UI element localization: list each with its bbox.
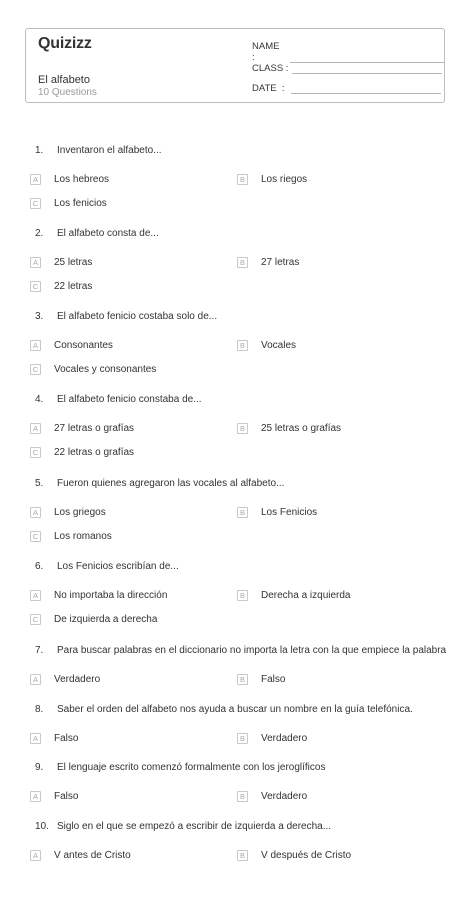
- answer-option-a[interactable]: [30, 674, 100, 685]
- date-label: DATE :: [252, 83, 285, 94]
- option-letter-badge: B: [237, 340, 248, 351]
- option-letter-badge: B: [237, 257, 248, 268]
- option-letter-badge: B: [237, 423, 248, 434]
- option-letter-badge: C: [30, 614, 41, 625]
- option-text: V antes de Cristo: [54, 850, 131, 861]
- answer-option-c[interactable]: [30, 447, 134, 458]
- question-text: Fueron quienes agregaron las vocales al alfabeto...: [57, 478, 285, 489]
- name-label: NAME :: [252, 41, 280, 63]
- option-text: Falso: [54, 791, 79, 802]
- answer-option-b[interactable]: [237, 674, 285, 685]
- answer-option-a[interactable]: [30, 507, 106, 518]
- answer-option-a[interactable]: [30, 257, 92, 268]
- answer-option-c[interactable]: [30, 364, 156, 375]
- answer-option-b[interactable]: [237, 850, 351, 861]
- option-letter-badge: C: [30, 447, 41, 458]
- question-number: 8.: [35, 704, 44, 715]
- question-text: El lenguaje escrito comenzó formalmente con los jeroglíficos: [57, 762, 326, 773]
- option-letter-badge: C: [30, 281, 41, 292]
- answer-option-a[interactable]: [30, 423, 134, 434]
- question-number: 7.: [35, 645, 44, 656]
- option-letter-badge: A: [30, 850, 41, 861]
- option-text: Los fenicios: [54, 198, 107, 209]
- option-text: Derecha a izquierda: [261, 590, 351, 601]
- option-letter-badge: A: [30, 423, 41, 434]
- option-text: Falso: [54, 733, 79, 744]
- quizizz-logo: Quizizz: [38, 35, 92, 52]
- option-text: Vocales: [261, 340, 297, 351]
- class-field: [252, 62, 442, 74]
- option-letter-badge: A: [30, 674, 41, 685]
- option-letter-badge: A: [30, 340, 41, 351]
- question-number: 1.: [35, 145, 44, 156]
- answer-option-b[interactable]: [237, 733, 307, 744]
- question-number: 3.: [35, 311, 44, 322]
- answer-option-a[interactable]: [30, 791, 78, 802]
- answer-option-b[interactable]: [237, 590, 351, 601]
- question-text: El alfabeto fenicio costaba solo de...: [57, 311, 218, 322]
- name-field: [252, 41, 444, 63]
- question-text: El alfabeto fenicio constaba de...: [57, 394, 202, 405]
- question-text: Saber el orden del alfabeto nos ayuda a buscar un nombre en la guía telefónica.: [57, 704, 413, 715]
- option-letter-badge: B: [237, 507, 248, 518]
- option-text: Los griegos: [54, 507, 106, 518]
- class-label: CLASS :: [252, 63, 289, 74]
- class-line: [292, 62, 442, 74]
- option-text: Falso: [261, 674, 286, 685]
- answer-option-b[interactable]: [237, 791, 307, 802]
- date-line: [291, 82, 441, 94]
- answer-option-c[interactable]: [30, 198, 107, 209]
- question-number: 5.: [35, 478, 44, 489]
- option-text: 22 letras o grafías: [54, 447, 135, 458]
- option-text: 25 letras o grafías: [261, 423, 342, 434]
- option-text: 27 letras o grafías: [54, 423, 135, 434]
- option-letter-badge: B: [237, 174, 248, 185]
- option-text: Los Fenicios: [261, 507, 318, 518]
- question-count: 10 Questions: [38, 87, 97, 98]
- question-number: 9.: [35, 762, 44, 773]
- option-letter-badge: B: [237, 674, 248, 685]
- answer-option-a[interactable]: [30, 340, 113, 351]
- option-text: Los riegos: [261, 174, 308, 185]
- option-text: No importaba la dirección: [54, 590, 168, 601]
- question-number: 10.: [35, 821, 49, 832]
- option-letter-badge: C: [30, 364, 41, 375]
- option-letter-badge: A: [30, 791, 41, 802]
- option-text: 27 letras: [261, 257, 300, 268]
- option-text: Los romanos: [54, 531, 112, 542]
- answer-option-b[interactable]: [237, 340, 296, 351]
- option-letter-badge: C: [30, 531, 41, 542]
- question-text: Inventaron el alfabeto...: [57, 145, 162, 156]
- option-letter-badge: A: [30, 733, 41, 744]
- option-letter-badge: A: [30, 590, 41, 601]
- option-text: Consonantes: [54, 340, 113, 351]
- option-text: 22 letras: [54, 281, 93, 292]
- question-number: 6.: [35, 561, 44, 572]
- answer-option-a[interactable]: [30, 850, 131, 861]
- date-field: [252, 82, 441, 94]
- answer-option-c[interactable]: [30, 614, 157, 625]
- option-letter-badge: B: [237, 590, 248, 601]
- question-text: El alfabeto consta de...: [57, 228, 159, 239]
- option-letter-badge: A: [30, 174, 41, 185]
- option-letter-badge: C: [30, 198, 41, 209]
- question-text: Para buscar palabras en el diccionario no importa la letra con la que empiece la palabra: [57, 645, 447, 656]
- question-text: Los Fenicios escribían de...: [57, 561, 179, 572]
- option-text: De izquierda a derecha: [54, 614, 158, 625]
- answer-option-a[interactable]: [30, 174, 109, 185]
- question-text: Siglo en el que se empezó a escribir de izquierda a derecha...: [57, 821, 332, 832]
- worksheet-title: El alfabeto: [38, 74, 90, 86]
- answer-option-b[interactable]: [237, 257, 299, 268]
- answer-option-c[interactable]: [30, 281, 92, 292]
- answer-option-b[interactable]: [237, 507, 317, 518]
- question-number: 2.: [35, 228, 44, 239]
- answer-option-b[interactable]: [237, 174, 307, 185]
- option-letter-badge: B: [237, 850, 248, 861]
- option-letter-badge: A: [30, 507, 41, 518]
- option-text: V después de Cristo: [261, 850, 352, 861]
- option-letter-badge: A: [30, 257, 41, 268]
- answer-option-b[interactable]: [237, 423, 341, 434]
- option-letter-badge: B: [237, 791, 248, 802]
- answer-option-a[interactable]: [30, 590, 167, 601]
- option-text: Verdadero: [54, 674, 101, 685]
- option-text: Verdadero: [261, 733, 308, 744]
- question-number: 4.: [35, 394, 44, 405]
- option-text: Verdadero: [261, 791, 308, 802]
- option-text: Vocales y consonantes: [54, 364, 157, 375]
- option-letter-badge: B: [237, 733, 248, 744]
- answer-option-a[interactable]: [30, 733, 78, 744]
- answer-option-c[interactable]: [30, 531, 112, 542]
- option-text: 25 letras: [54, 257, 93, 268]
- worksheet-header: [25, 28, 445, 103]
- option-text: Los hebreos: [54, 174, 110, 185]
